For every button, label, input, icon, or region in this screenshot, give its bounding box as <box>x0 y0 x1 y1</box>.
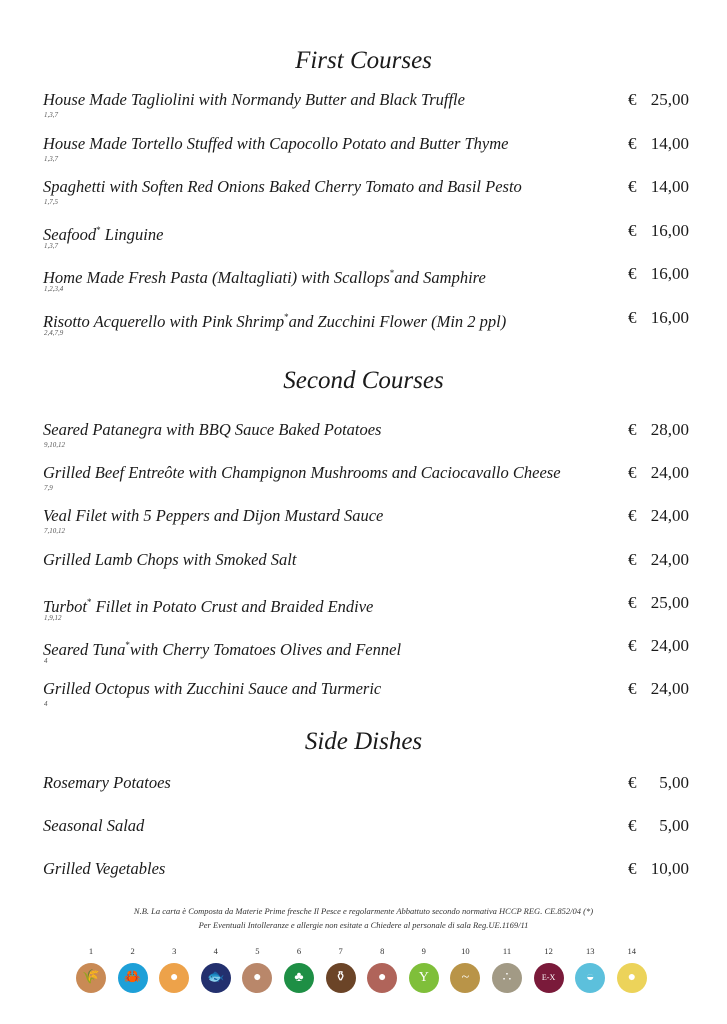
dish-name-text: Grilled Lamb Chops with Smoked Salt <box>43 549 297 569</box>
sesame-icon: ∴ <box>492 963 522 993</box>
price: 16,00 <box>650 307 689 327</box>
allergen-legend-item <box>366 946 398 993</box>
asterisk-marker: * <box>87 596 92 607</box>
dish-name-text: Veal Filet with 5 Peppers and Dijon Mustard Sauce <box>43 506 384 526</box>
dish-name <box>43 177 522 196</box>
dish-name-text: Grilled Vegetables <box>43 859 166 878</box>
menu-item <box>43 679 689 713</box>
price: 24,00 <box>650 463 689 483</box>
allergen-codes: 1,3,7 <box>44 241 58 250</box>
price: 14,00 <box>650 177 689 196</box>
dish-name-text: Rosemary Potatoes <box>43 773 171 792</box>
currency-symbol: € <box>628 264 637 283</box>
dish-name-text: Seared Tuna <box>43 640 126 659</box>
section-title: Side Dishes <box>304 728 423 755</box>
allergen-codes: 4 <box>44 657 48 665</box>
milk-jug-icon: ⚱ <box>326 963 356 993</box>
currency-symbol: € <box>628 636 637 655</box>
allergen-number: 9 <box>421 946 426 956</box>
allergen-legend-item <box>449 946 481 993</box>
allergen-legend-item <box>117 946 149 993</box>
allergen-legend-item <box>325 946 357 993</box>
allergen-number: 6 <box>296 946 302 956</box>
wheat-icon: 🌾 <box>76 963 106 993</box>
allergen-number: 1 <box>88 946 94 956</box>
currency-symbol: € <box>628 773 637 792</box>
dish-name <box>43 264 486 287</box>
peanut-icon: ● <box>242 963 272 993</box>
allergen-legend-item <box>574 946 606 993</box>
allergen-legend-item <box>491 946 523 993</box>
menu-item <box>43 420 689 454</box>
dish-name-text-cont: Fillet in Potato Crust and Braided Endive <box>91 596 374 616</box>
dish-name <box>43 593 373 616</box>
currency-symbol: € <box>628 220 637 240</box>
menu-item <box>43 308 689 342</box>
dish-name-text-cont: Linguine <box>100 224 164 244</box>
menu-item <box>43 221 689 255</box>
price: 24,00 <box>650 636 689 655</box>
allergen-number: 8 <box>380 946 385 956</box>
footer-note: N.B. La carta è Composta da Materie Prime fresche Il Pesce e regolarmente Abbattuto secondo normativa HCCP REG. CE.852/04 (*) <box>133 906 594 916</box>
asterisk-marker: * <box>96 224 101 235</box>
menu-item <box>43 177 689 211</box>
mustard-icon: ~ <box>450 963 480 993</box>
price: 5,00 <box>659 773 689 792</box>
section-title: First Courses <box>295 47 432 74</box>
footer-note: Per Eventuali Intolleranze e allergie non esitate a Chiedere al personale di sala Reg.UE.1169/11 <box>198 920 529 930</box>
section-title: Second Courses <box>283 367 444 394</box>
dish-name-text: Spaghetti with Soften Red Onions Baked Cherry Tomato and Basil Pesto <box>43 177 522 196</box>
allergen-legend-item <box>75 946 107 993</box>
menu-item <box>43 636 689 670</box>
allergen-codes: 9,10,12 <box>44 441 65 449</box>
currency-symbol: € <box>628 549 637 569</box>
dish-name-text: Home Made Fresh Pasta (Maltagliati) with Scallops <box>43 268 390 287</box>
allergen-codes: 1,9,12 <box>44 613 62 622</box>
currency-symbol: € <box>628 592 637 612</box>
allergen-number: 3 <box>172 946 177 956</box>
currency-symbol: € <box>628 816 637 835</box>
currency-symbol: € <box>628 90 637 109</box>
dish-name-text: Risotto Acquerello with Pink Shrimp <box>43 311 285 331</box>
menu-item <box>43 816 689 850</box>
allergen-codes: 2,4,7,9 <box>44 328 64 337</box>
price: 16,00 <box>650 264 689 283</box>
menu-item <box>43 134 689 168</box>
allergen-number: 11 <box>502 946 512 956</box>
dish-name <box>43 816 144 835</box>
allergen-legend-item <box>200 946 232 993</box>
price: 28,00 <box>650 420 689 439</box>
menu-item <box>43 859 689 893</box>
dish-name-text-cont: with Cherry Tomatoes Olives and Fennel <box>129 640 402 659</box>
asterisk-marker: * <box>125 640 130 650</box>
allergen-number: 4 <box>213 946 218 956</box>
allergen-number: 7 <box>338 946 343 956</box>
sulphites-icon: E-X <box>534 963 564 993</box>
allergen-codes: 7,10,12 <box>44 527 65 536</box>
dish-name <box>43 859 165 878</box>
allergen-legend-item <box>408 946 440 993</box>
allergen-number: 12 <box>544 946 553 956</box>
price: 14,00 <box>650 133 689 153</box>
dish-name-text: House Made Tortello Stuffed with Capocollo Potato and Butter Thyme <box>43 133 509 153</box>
allergen-legend-item <box>158 946 190 993</box>
dish-name-text: Turbot <box>43 596 88 616</box>
asterisk-marker: * <box>284 311 289 322</box>
dish-name <box>43 308 506 331</box>
price: 25,00 <box>650 592 689 612</box>
celery-icon: Y <box>409 963 439 993</box>
dish-name <box>43 679 381 698</box>
allergen-codes: 7,9 <box>44 484 53 493</box>
menu-item <box>43 463 689 497</box>
dish-name-text-cont: and Zucchini Flower (Min 2 ppl) <box>288 311 507 331</box>
allergen-codes: 1,7,5 <box>44 198 58 206</box>
menu-item <box>43 773 689 807</box>
dish-name <box>43 90 465 109</box>
allergen-number: 5 <box>255 946 260 956</box>
menu-item <box>43 264 689 298</box>
fish-icon: 🐟 <box>201 963 231 993</box>
menu-item <box>43 593 689 627</box>
menu-item <box>43 90 689 124</box>
allergen-codes: 1,3,7 <box>44 111 58 119</box>
price: 10,00 <box>650 859 689 878</box>
price: 24,00 <box>650 549 689 569</box>
allergen-legend-item <box>533 946 565 993</box>
price: 25,00 <box>650 90 689 109</box>
dish-name-text: Seasonal Salad <box>43 816 145 835</box>
allergen-number: 2 <box>130 946 135 956</box>
lupin-icon: ● <box>617 963 647 993</box>
dish-name <box>43 636 401 659</box>
menu-item <box>43 506 689 540</box>
price: 24,00 <box>650 679 689 699</box>
price: 16,00 <box>650 220 689 240</box>
currency-symbol: € <box>628 420 637 439</box>
dish-name-text: Seared Patanegra with BBQ Sauce Baked Potatoes <box>43 420 382 439</box>
currency-symbol: € <box>628 463 637 483</box>
crab-icon: 🦀 <box>118 963 148 993</box>
dish-name <box>43 134 509 153</box>
dish-name-text: Seafood <box>43 224 97 244</box>
shell-icon: ◒ <box>575 963 605 993</box>
allergen-legend-item <box>241 946 273 993</box>
dish-name <box>43 506 383 525</box>
allergen-number: 13 <box>585 946 595 956</box>
asterisk-marker: * <box>389 268 395 278</box>
allergen-number: 14 <box>627 946 637 956</box>
allergen-number: 10 <box>461 946 470 956</box>
currency-symbol: € <box>628 859 637 878</box>
dish-name <box>43 463 561 482</box>
soy-icon: ♣ <box>284 963 314 993</box>
menu-item <box>43 550 689 584</box>
price: 24,00 <box>650 506 689 526</box>
dish-name <box>43 550 296 569</box>
allergen-codes: 1,2,3,4 <box>44 285 64 293</box>
dish-name-text: Grilled Beef Entreôte with Champignon Mushrooms and Caciocavallo Cheese <box>43 463 561 483</box>
eggs-icon: ● <box>159 963 189 993</box>
currency-symbol: € <box>628 307 637 327</box>
dish-name <box>43 221 163 244</box>
currency-symbol: € <box>628 177 637 196</box>
dish-name-text: House Made Tagliolini with Normandy Butter and Black Truffle <box>43 90 465 109</box>
allergen-legend-item <box>616 946 648 993</box>
allergen-codes: 1,3,7 <box>44 154 58 163</box>
dish-name-text: Grilled Octopus with Zucchini Sauce and Turmeric <box>43 679 382 699</box>
dish-name <box>43 773 171 792</box>
allergen-legend-item <box>283 946 315 993</box>
allergen-codes: 4 <box>44 700 48 709</box>
dish-name <box>43 420 381 439</box>
dish-name-text-cont: and Samphire <box>394 268 486 287</box>
currency-symbol: € <box>628 506 637 526</box>
currency-symbol: € <box>628 679 637 699</box>
nut-icon: ● <box>367 963 397 993</box>
price: 5,00 <box>659 816 689 835</box>
currency-symbol: € <box>628 133 637 153</box>
